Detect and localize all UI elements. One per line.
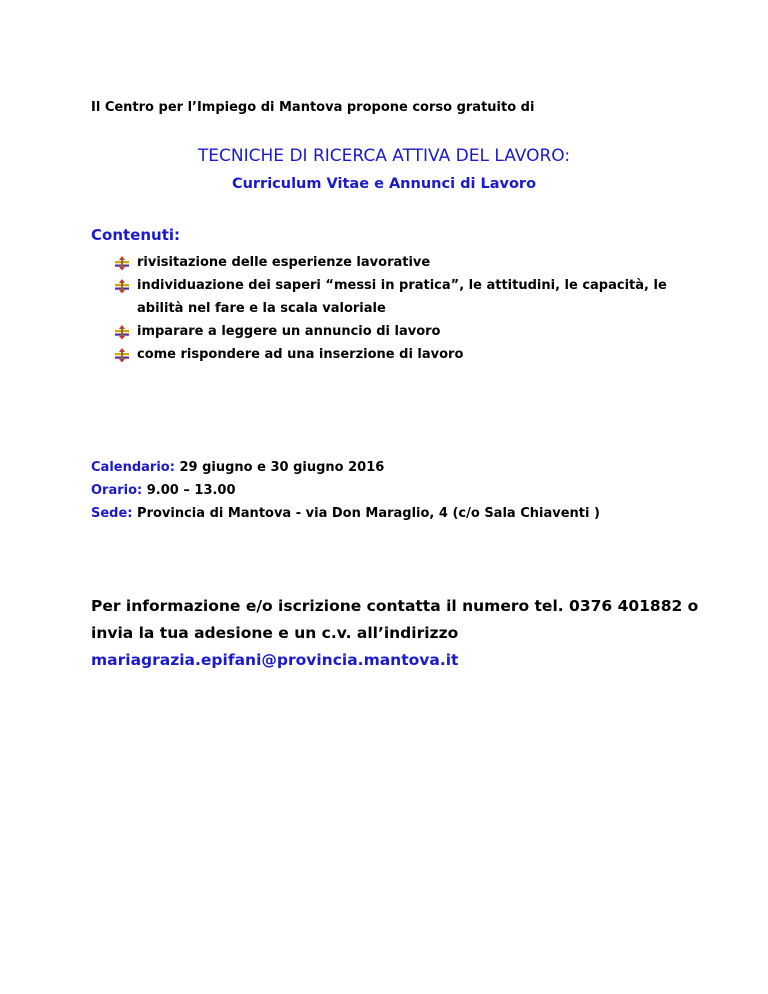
calendar-value: 29 giugno e 30 giugno 2016 (179, 460, 385, 475)
course-title: TECNICHE DI RICERCA ATTIVA DEL LAVORO: (197, 146, 571, 166)
arrow-bullet-icon (114, 255, 130, 271)
list-item (114, 320, 694, 343)
hours-line (91, 479, 691, 502)
intro-line: Il Centro per l’Impiego di Mantova propone corso gratuito di (91, 100, 535, 115)
contents-heading: Contenuti: (91, 226, 181, 244)
list-item (114, 251, 694, 274)
contact-text: Per informazione e/o iscrizione contatta il numero tel. 0376 401882 o invia la tua adesione e un c.v. all’indirizzo (91, 597, 699, 642)
list-item-text: imparare a leggere un annuncio di lavoro (137, 324, 441, 339)
contact-block (91, 593, 731, 674)
list-item-text: come rispondere ad una inserzione di lavoro (137, 347, 464, 362)
list-item-text: rivisitazione delle esperienze lavorative (137, 255, 431, 270)
list-item-text: individuazione dei saperi “messi in pratica”, le attitudini, le capacità, le abilità nel fare e la scala valoriale (137, 278, 667, 316)
venue-value: Provincia di Mantova - via Don Maraglio, 4 (c/o Sala Chiaventi ) (137, 506, 600, 521)
venue-line (91, 502, 691, 525)
calendar-label: Calendario: (91, 460, 175, 475)
arrow-bullet-icon (114, 278, 130, 294)
schedule-block (91, 456, 691, 525)
list-item (114, 343, 694, 366)
hours-label: Orario: (91, 483, 143, 498)
contents-list (114, 251, 694, 366)
arrow-bullet-icon (114, 324, 130, 340)
list-item (114, 274, 694, 320)
arrow-bullet-icon (114, 347, 130, 363)
contact-email-link[interactable]: mariagrazia.epifani@provincia.mantova.it (91, 651, 459, 669)
venue-label: Sede: (91, 506, 133, 521)
course-subtitle: Curriculum Vitae e Annunci di Lavoro (231, 176, 537, 192)
calendar-line (91, 456, 691, 479)
hours-value: 9.00 – 13.00 (146, 483, 236, 498)
